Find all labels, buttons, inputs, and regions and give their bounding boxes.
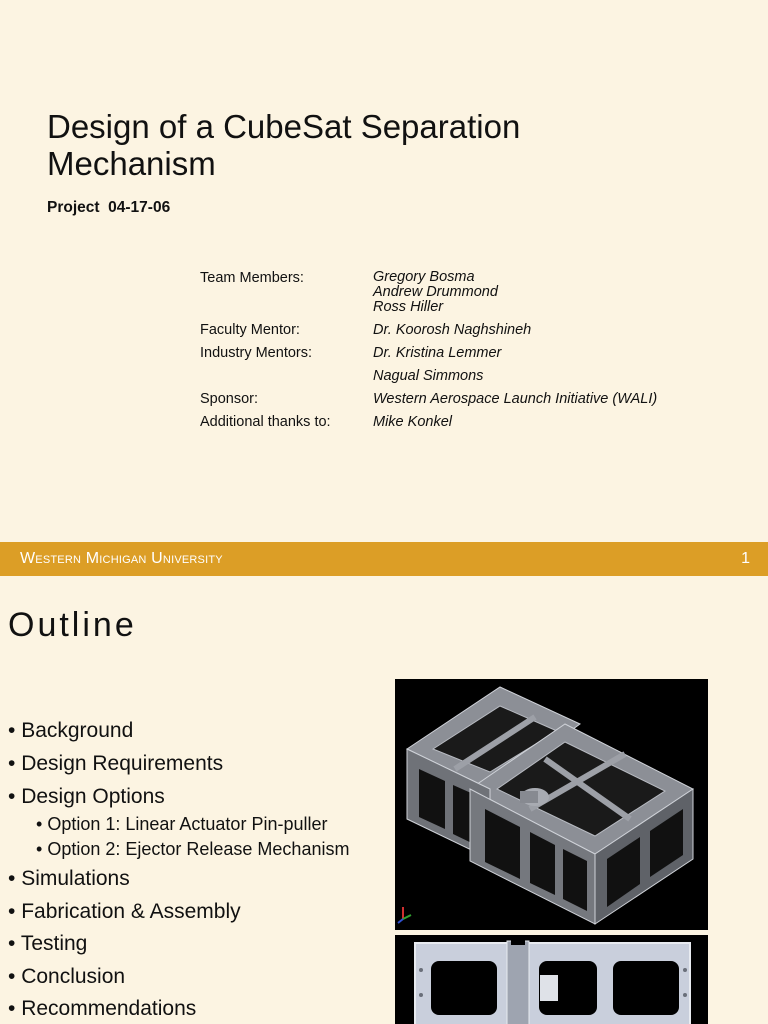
cad-top-view-image: [395, 935, 708, 1024]
outline-slide: [0, 576, 768, 1024]
page-number: 1: [741, 550, 750, 567]
info-label: Additional thanks to:: [200, 414, 331, 430]
info-label: Sponsor:: [200, 391, 259, 407]
info-label: Faculty Mentor:: [200, 322, 300, 338]
info-value: Nagual Simmons: [373, 368, 484, 384]
team-member: Andrew Drummond: [373, 284, 498, 300]
team-member: Gregory Bosma: [373, 269, 475, 285]
cad-top-view-drawing: [395, 935, 708, 1024]
university-banner: [0, 542, 768, 576]
cad-isometric-image: [395, 679, 708, 930]
info-value: Mike Konkel: [373, 414, 452, 430]
info-value: [373, 270, 498, 315]
info-value: Dr. Koorosh Naghshineh: [373, 322, 532, 338]
university-name: Western Michigan University: [20, 550, 223, 567]
list-subitem: • Option 2: Ejector Release Mechanism: [36, 839, 349, 860]
info-label: Industry Mentors:: [200, 345, 313, 361]
team-member: Ross Hiller: [373, 299, 444, 315]
slide-title: Design of a CubeSat Separation Mechanism: [47, 108, 521, 182]
outline-title: Outline: [8, 606, 137, 644]
list-item: • Design Options: [8, 785, 165, 809]
cad-frame-drawing: [395, 679, 708, 930]
info-value: Dr. Kristina Lemmer: [373, 345, 502, 361]
list-item: • Testing: [8, 932, 87, 956]
info-label: Team Members:: [200, 270, 304, 286]
list-item: • Recommendations: [8, 997, 196, 1021]
project-number: Project 04-17-06: [47, 199, 171, 216]
list-item: • Simulations: [8, 867, 130, 891]
list-subitem: • Option 1: Linear Actuator Pin-puller: [36, 814, 327, 835]
list-item: • Design Requirements: [8, 752, 223, 776]
info-value: Western Aerospace Launch Initiative (WALI): [373, 391, 658, 407]
list-item: • Background: [8, 719, 133, 743]
list-item: • Conclusion: [8, 965, 125, 989]
list-item: • Fabrication & Assembly: [8, 900, 241, 924]
